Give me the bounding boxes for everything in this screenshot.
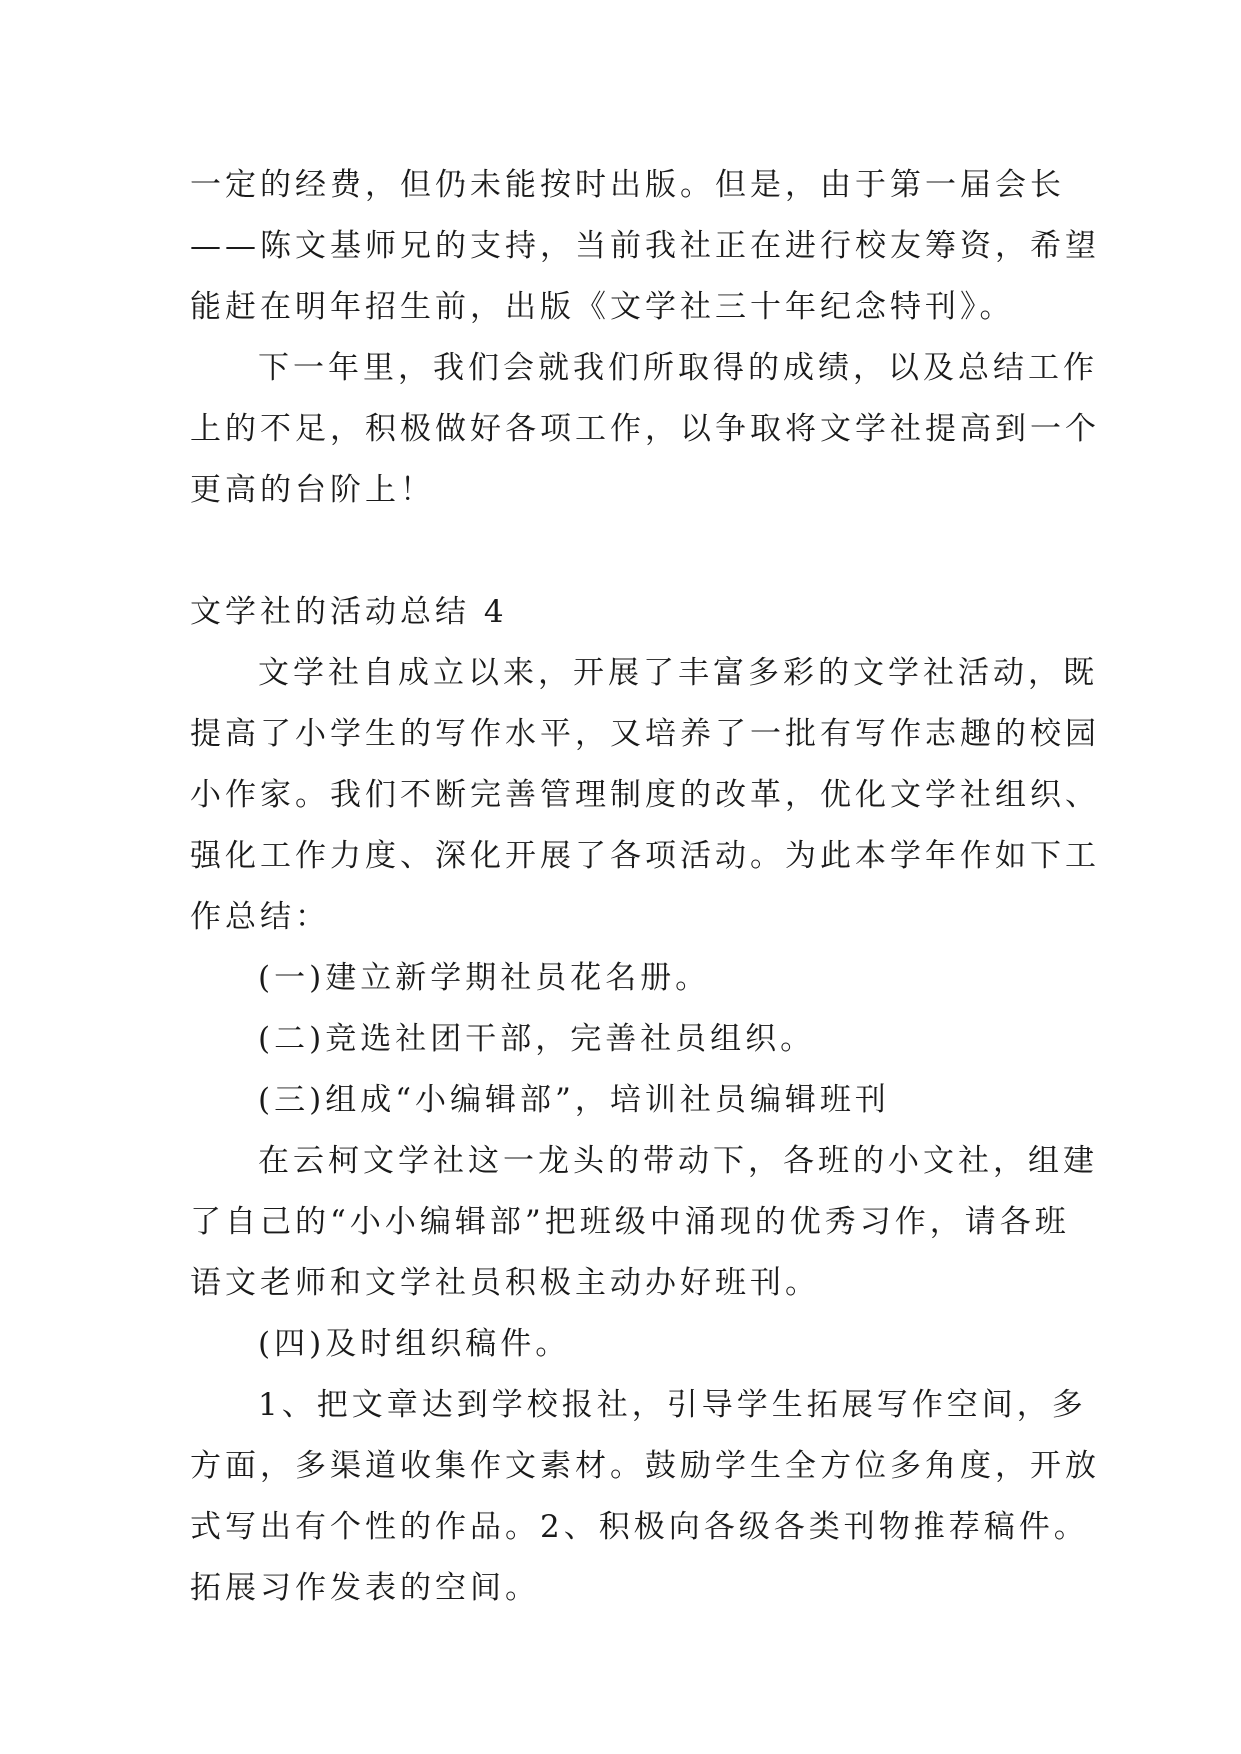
text-line: 式写出有个性的作品。2、积极向各级各类刊物推荐稿件。 [190, 1509, 1089, 1545]
text-line: 下一年里，我们会就我们所取得的成绩，以及总结工作 [258, 350, 1098, 386]
section-gap [190, 521, 1070, 582]
text-line: 在云柯文学社这一龙头的带动下，各班的小文社，组建 [258, 1143, 1098, 1179]
text-line: 作总结： [190, 899, 330, 935]
text-line: 一定的经费，但仍未能按时出版。但是，由于第一届会长 [190, 167, 1065, 203]
section-heading: 文学社的活动总结 4 [190, 594, 508, 630]
text-line: 更高的台阶上！ [190, 472, 435, 508]
document-body [190, 155, 1100, 1619]
text-line: 文学社自成立以来，开展了丰富多彩的文学社活动，既 [258, 655, 1098, 691]
text-line: 了自己的“小小编辑部”把班级中涌现的优秀习作，请各班 [190, 1204, 1070, 1240]
text-line: 方面，多渠道收集作文素材。鼓励学生全方位多角度，开放 [190, 1448, 1100, 1484]
text-line: 语文老师和文学社员积极主动办好班刊。 [190, 1265, 820, 1301]
text-line: 强化工作力度、深化开展了各项活动。为此本学年作如下工 [190, 838, 1100, 874]
list-item: (四)及时组织稿件。 [258, 1326, 571, 1362]
text-line: 能赶在明年招生前，出版《文学社三十年纪念特刊》。 [190, 289, 1015, 325]
list-item: (一)建立新学期社员花名册。 [258, 960, 711, 996]
text-line: 提高了小学生的写作水平，又培养了一批有写作志趣的校园 [190, 716, 1100, 752]
text-line: 1、把文章达到学校报社，引导学生拓展写作空间，多 [258, 1387, 1087, 1423]
text-line: 拓展习作发表的空间。 [190, 1570, 540, 1606]
text-line: ——陈文基师兄的支持，当前我社正在进行校友筹资，希望 [190, 228, 1100, 264]
text-line: 上的不足，积极做好各项工作，以争取将文学社提高到一个 [190, 411, 1100, 447]
list-item: (二)竞选社团干部，完善社员组织。 [258, 1021, 816, 1057]
text-line: 小作家。我们不断完善管理制度的改革，优化文学社组织、 [190, 777, 1100, 813]
list-item: (三)组成“小编辑部”，培训社员编辑班刊 [258, 1082, 890, 1118]
